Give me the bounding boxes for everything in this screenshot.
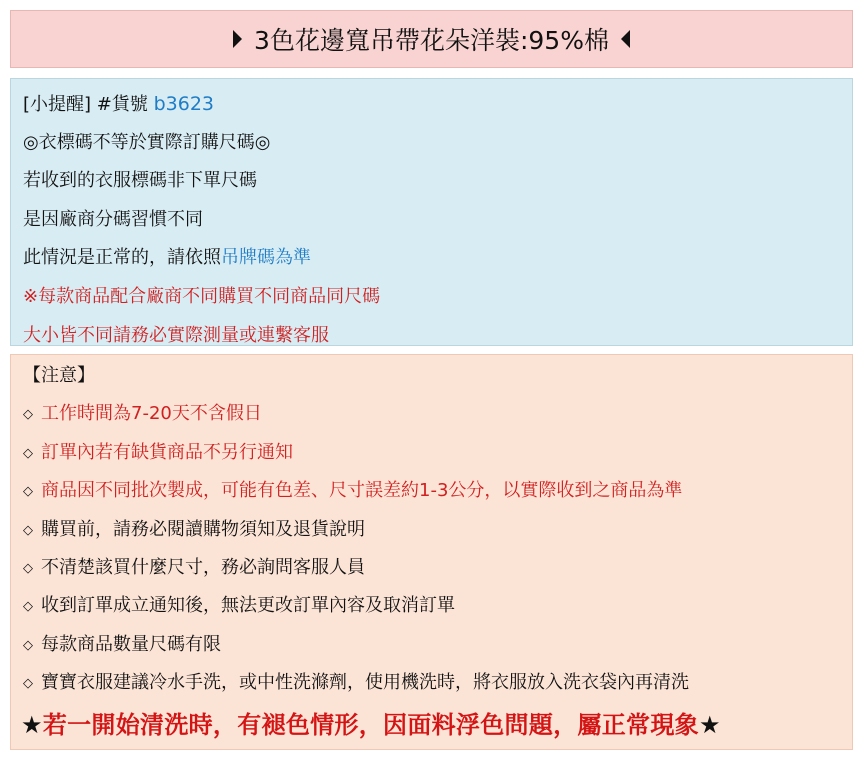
diamond-bullet-icon: ◇ — [23, 637, 33, 653]
caution-item-text: 訂單內若有缺貨商品不另行通知 — [41, 441, 293, 463]
reminder-line-1: ◎衣標碼不等於實際訂購尺碼◎ — [23, 131, 271, 153]
caution-item — [23, 434, 852, 472]
washing-warning — [21, 703, 852, 747]
diamond-bullet-icon: ◇ — [23, 445, 33, 461]
diamond-bullet-icon: ◇ — [23, 599, 33, 615]
caution-item — [23, 626, 852, 664]
diamond-bullet-icon: ◇ — [23, 676, 33, 692]
diamond-bullet-icon: ◇ — [23, 484, 33, 500]
caution-item-text: 每款商品數量尺碼有限 — [41, 633, 221, 655]
caution-item-text: 不清楚該買什麼尺寸，務必詢問客服人員 — [41, 556, 365, 578]
caution-item — [23, 395, 852, 433]
reminder-label: [小提醒] — [23, 94, 92, 115]
caution-item-text: 商品因不同批次製成，可能有色差、尺寸誤差約1-3公分，以實際收到之商品為準 — [41, 480, 683, 502]
product-title: 3色花邊寬吊帶花朵洋裝:95%棉 — [254, 26, 609, 55]
caution-item — [23, 664, 852, 702]
sku-label: #貨號 — [96, 94, 148, 115]
caution-item — [23, 511, 852, 549]
star-icon: ★ — [698, 710, 721, 739]
star-icon: ★ — [21, 710, 43, 739]
triangle-left-icon — [621, 30, 630, 48]
triangle-right-icon — [233, 30, 242, 48]
diamond-bullet-icon: ◇ — [23, 407, 33, 423]
diamond-bullet-icon: ◇ — [23, 560, 33, 576]
washing-warning-text: 若一開始清洗時，有褪色情形，因面料浮色問題，屬正常現象 — [42, 710, 699, 739]
caution-item-text: 購買前，請務必閱讀購物須知及退貨說明 — [41, 518, 365, 540]
caution-item — [23, 472, 852, 510]
tag-size-highlight: 吊牌碼為準 — [221, 247, 311, 269]
reminder-line-6: 大小皆不同請務必實際測量或連繫客服 — [23, 324, 329, 346]
caution-item — [23, 587, 852, 625]
reminder-line-4 — [23, 239, 852, 278]
caution-item — [23, 549, 852, 587]
caution-item-text: 寶寶衣服建議冷水手洗，或中性洗滌劑，使用機洗時，將衣服放入洗衣袋內再清洗 — [41, 672, 689, 694]
title-banner — [10, 10, 853, 68]
sku-code: b3623 — [153, 93, 215, 115]
reminder-header — [23, 85, 852, 124]
caution-panel — [10, 354, 853, 750]
reminder-line-5: ※每款商品配合廠商不同購買不同商品同尺碼 — [23, 285, 381, 307]
caution-item-text: 工作時間為7-20天不含假日 — [41, 403, 262, 425]
reminder-line-4-prefix: 此情況是正常的，請依照 — [23, 247, 221, 269]
reminder-panel — [10, 78, 853, 346]
caution-item-text: 收到訂單成立通知後，無法更改訂單內容及取消訂單 — [41, 595, 455, 617]
reminder-line-3: 是因廠商分碼習慣不同 — [23, 208, 203, 230]
diamond-bullet-icon: ◇ — [23, 522, 33, 538]
caution-heading: 【注意】 — [23, 365, 95, 386]
reminder-line-2: 若收到的衣服標碼非下單尺碼 — [23, 170, 257, 192]
